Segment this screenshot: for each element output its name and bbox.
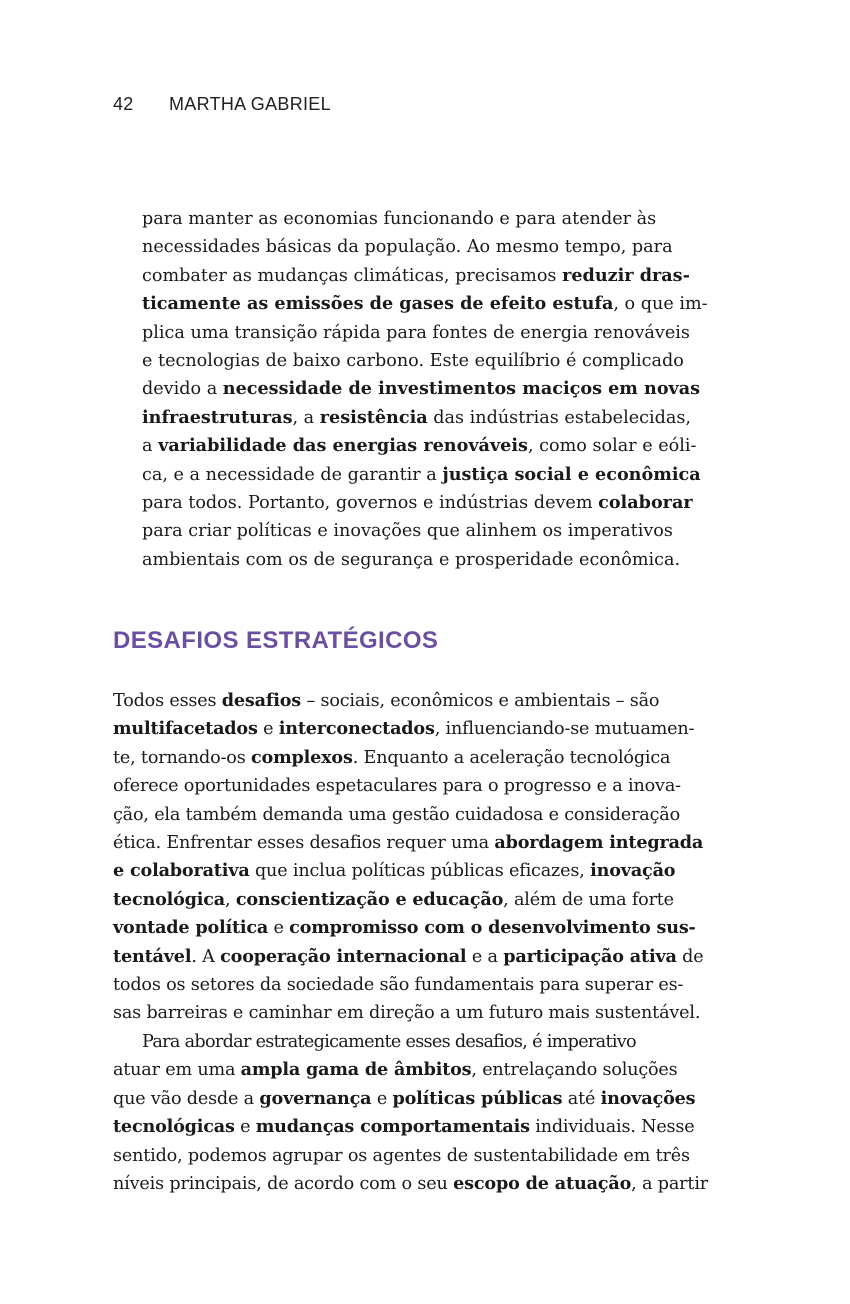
text-run: para criar políticas e inovações que alinhem os imperativos: [142, 521, 673, 542]
text-run: , como solar e eóli-: [527, 436, 697, 457]
text-run: atuar em uma: [113, 1060, 241, 1081]
text-line: [113, 943, 708, 971]
bold-phrase: abordagem integrada: [494, 832, 704, 854]
text-line: [113, 857, 708, 885]
text-line: [142, 347, 708, 375]
text-line: [113, 971, 708, 999]
text-run: te, tornando-os: [113, 747, 251, 768]
text-run: , além de uma forte: [503, 889, 674, 910]
running-header: [113, 94, 331, 115]
bold-phrase: participação ativa: [503, 945, 677, 967]
text-line: [113, 1056, 708, 1084]
text-line: [113, 715, 708, 743]
bold-phrase: ticamente as emissões de gases de efeito estufa: [142, 293, 614, 315]
text-run: para todos. Portanto, governos e indústrias devem: [142, 493, 599, 514]
text-run: devido a: [142, 379, 223, 400]
author-name: MARTHA GABRIEL: [169, 94, 331, 114]
bold-phrase: conscientização e educação: [235, 888, 504, 910]
text-line: [113, 1113, 708, 1141]
text-run: de: [676, 946, 704, 967]
bold-phrase: inovações: [600, 1087, 696, 1109]
text-run: , o que im-: [613, 294, 708, 315]
text-run: individuais. Nesse: [529, 1117, 695, 1138]
text-run: e tecnologias de baixo carbono. Este equilíbrio é complicado: [142, 351, 684, 372]
text-run: e: [371, 1088, 393, 1109]
text-run: sentido, podemos agrupar os agentes de sustentabilidade em três: [113, 1145, 690, 1166]
text-line: [142, 461, 708, 489]
bold-phrase: variabilidade das energias renováveis: [158, 435, 528, 457]
text-line: [142, 205, 708, 233]
bold-phrase: necessidade de investimentos maciços em novas: [222, 378, 701, 400]
text-run: níveis principais, de acordo com o seu: [113, 1173, 454, 1194]
text-run: . Enquanto a aceleração tecnológica: [352, 747, 671, 768]
bold-phrase: tecnológicas: [113, 1116, 235, 1138]
text-line: [113, 772, 708, 800]
bold-phrase: vontade política: [113, 917, 269, 939]
text-run: e: [234, 1117, 256, 1138]
text-run: que vão desde a: [113, 1088, 260, 1109]
text-run: ca, e a necessidade de garantir a: [142, 464, 443, 485]
section-heading: DESAFIOS ESTRATÉGICOS: [113, 627, 439, 654]
text-run: até: [562, 1088, 601, 1109]
text-run: , a partir: [631, 1173, 709, 1194]
text-run: e: [268, 918, 290, 939]
bold-phrase: governança: [259, 1087, 372, 1109]
text-run: plica uma transição rápida para fontes de energia renováveis: [142, 322, 690, 343]
text-line: [142, 517, 708, 545]
text-line: [113, 914, 708, 942]
text-run: Todos esses: [113, 691, 222, 711]
text-run: , influenciando-se mutuamen-: [434, 719, 695, 740]
bold-phrase: cooperação internacional: [220, 945, 467, 967]
text-run: ção, ela também demanda uma gestão cuidadosa e consideração: [113, 804, 680, 825]
text-line: [113, 1170, 708, 1198]
bold-phrase: inovação: [590, 860, 676, 882]
text-line: [113, 744, 708, 772]
bold-phrase: complexos: [250, 746, 353, 768]
section-body: [113, 687, 708, 1198]
text-line: [113, 1028, 708, 1056]
bold-phrase: resistência: [319, 406, 428, 428]
text-run: ,: [225, 889, 236, 910]
text-run: ambientais com os de segurança e prosperidade econômica.: [142, 549, 681, 570]
text-line: [142, 262, 708, 290]
text-line: [142, 404, 708, 432]
text-run: para manter as economias funcionando e para atender às: [142, 209, 657, 229]
text-line: [113, 687, 708, 715]
bold-phrase: escopo de atuação: [453, 1172, 632, 1194]
text-run: e a: [466, 946, 504, 967]
bold-phrase: mudanças comportamentais: [255, 1116, 530, 1138]
bold-phrase: colaborar: [598, 492, 693, 514]
text-line: [142, 375, 708, 403]
text-line: [113, 999, 708, 1027]
bold-phrase: justiça social e econômica: [442, 463, 701, 485]
text-run: necessidades básicas da população. Ao mesmo tempo, para: [142, 237, 673, 258]
text-run: e: [257, 719, 279, 740]
text-line: [142, 432, 708, 460]
text-line: [142, 546, 708, 574]
text-run: a: [142, 436, 159, 457]
text-line: [113, 801, 708, 829]
bold-phrase: multifacetados: [113, 718, 258, 740]
text-line: [113, 829, 708, 857]
bold-phrase: ampla gama de âmbitos: [240, 1059, 472, 1081]
text-run: combater as mudanças climáticas, precisamos: [142, 265, 563, 286]
text-run: oferece oportunidades espetaculares para o progresso e a inova-: [113, 776, 681, 797]
bold-phrase: reduzir dras-: [562, 264, 690, 286]
text-run: , a: [292, 407, 320, 428]
text-line: [142, 319, 708, 347]
text-run: sas barreiras e caminhar em direção a um futuro mais sustentável.: [113, 1003, 701, 1024]
text-line: [113, 886, 708, 914]
bold-phrase: compromisso com o desenvolvimento sus-: [289, 917, 696, 939]
bold-phrase: tecnológica: [113, 888, 225, 910]
page-number: 42: [113, 94, 134, 114]
text-run: das indústrias estabelecidas,: [427, 407, 691, 428]
text-run: – sociais, econômicos e ambientais – são: [301, 691, 660, 711]
text-run: , entrelaçando soluções: [471, 1060, 678, 1081]
text-run: . A: [191, 946, 221, 967]
text-run: Para abordar estrategicamente esses desafios, é imperativo: [142, 1031, 636, 1052]
text-run: ética. Enfrentar esses desafios requer uma: [113, 833, 495, 854]
text-line: [113, 1142, 708, 1170]
bold-phrase: políticas públicas: [392, 1087, 563, 1109]
text-run: que inclua políticas públicas eficazes,: [249, 861, 591, 882]
text-line: [142, 290, 708, 318]
paragraph-continuation: [142, 205, 708, 574]
bold-phrase: infraestruturas: [142, 406, 293, 428]
text-run: todos os setores da sociedade são fundamentais para superar es-: [113, 975, 684, 996]
bold-phrase: e colaborativa: [113, 860, 250, 882]
bold-phrase: tentável: [113, 945, 192, 967]
bold-phrase: desafios: [221, 690, 302, 711]
text-line: [142, 233, 708, 261]
bold-phrase: interconectados: [278, 718, 435, 740]
text-line: [142, 489, 708, 517]
text-line: [113, 1085, 708, 1113]
